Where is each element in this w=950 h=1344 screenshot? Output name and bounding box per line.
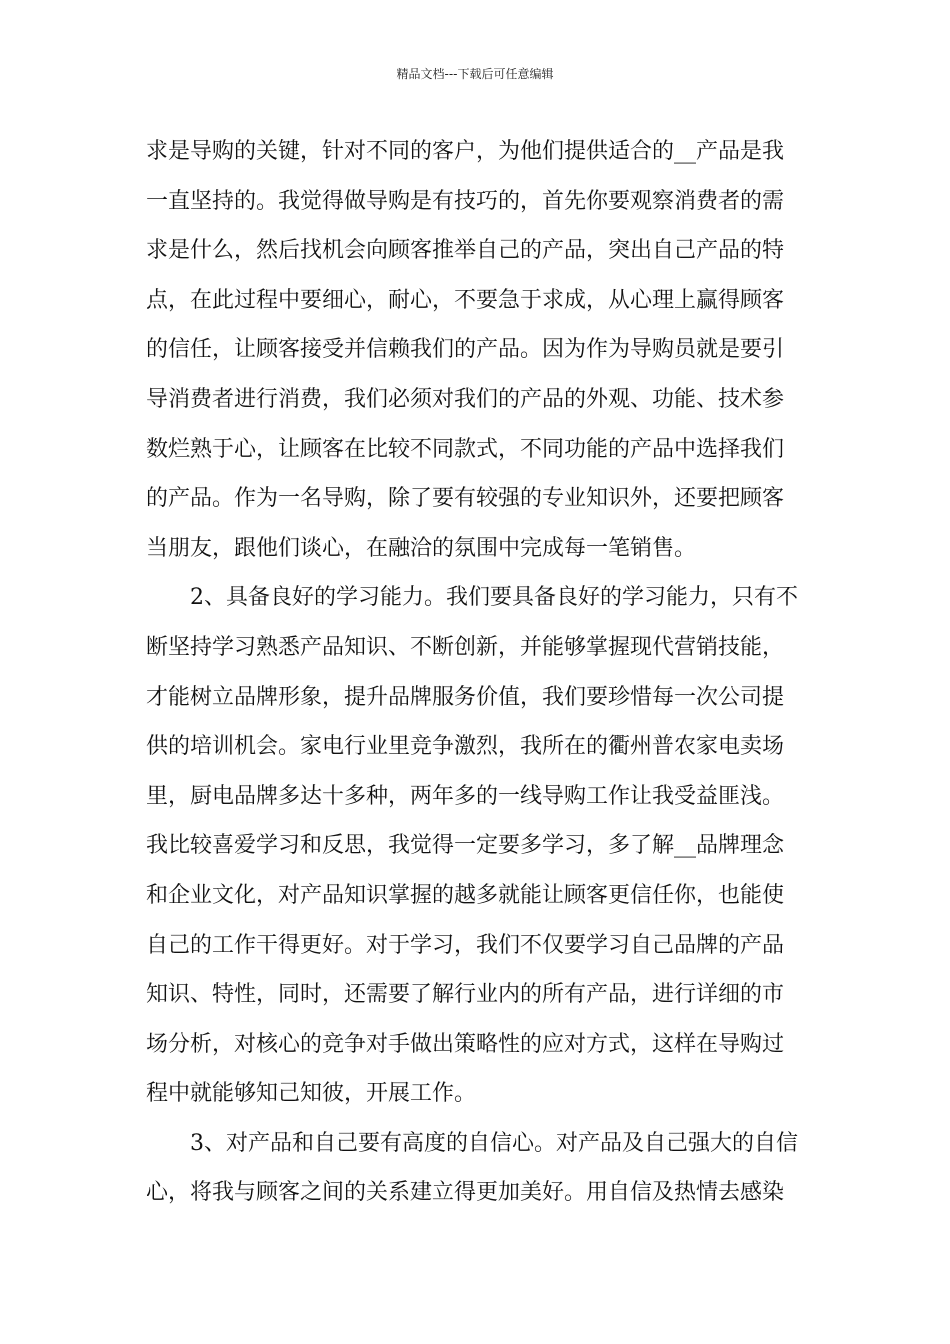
page-header: 精品文档---下载后可任意编辑	[396, 67, 554, 81]
body-text	[146, 134, 816, 1225]
text-line: 程中就能够知己知彼，开展工作。	[146, 1081, 477, 1107]
text-line: 点，在此过程中要细心，耐心，不要急于求成，从心理上赢得顾客	[146, 287, 785, 313]
text-line: 我比较喜爱学习和反思，我觉得一定要多学习，多了解__品牌理念	[146, 833, 785, 859]
text-line: 数烂熟于心，让顾客在比较不同款式，不同功能的产品中选择我们	[146, 436, 785, 462]
text-line: 求是什么，然后找机会向顾客推举自己的产品，突出自己产品的特	[146, 238, 785, 264]
text-line: 的产品。作为一名导购，除了要有较强的专业知识外，还要把顾客	[146, 486, 785, 512]
text-line: 才能树立品牌形象，提升品牌服务价值，我们要珍惜每一次公司提	[146, 684, 785, 710]
text-line: 供的培训机会。家电行业里竞争激烈，我所在的衢州普农家电卖场	[146, 734, 785, 760]
text-line: 的信任，让顾客接受并信赖我们的产品。因为作为导购员就是要引	[146, 337, 785, 363]
text-line: 当朋友，跟他们谈心，在融洽的氛围中完成每一笔销售。	[146, 535, 697, 561]
text-line: 和企业文化，对产品知识掌握的越多就能让顾客更信任你，也能使	[146, 882, 785, 908]
text-line: 自己的工作干得更好。对于学习，我们不仅要学习自己品牌的产品	[146, 932, 785, 958]
text-line: 里，厨电品牌多达十多种，两年多的一线导购工作让我受益匪浅。	[146, 783, 785, 809]
text-line: 3、对产品和自己要有高度的自信心。对产品及自己强大的自信	[146, 1130, 798, 1156]
text-line: 2、具备良好的学习能力。我们要具备良好的学习能力，只有不	[146, 585, 798, 611]
text-line: 心，将我与顾客之间的关系建立得更加美好。用自信及热情去感染	[146, 1180, 785, 1206]
text-line: 知识、特性，同时，还需要了解行业内的所有产品，进行详细的市	[146, 982, 785, 1008]
text-line: 一直坚持的。我觉得做导购是有技巧的，首先你要观察消费者的需	[146, 188, 785, 214]
text-line: 导消费者进行消费，我们必须对我们的产品的外观、功能、技术参	[146, 386, 785, 412]
text-line: 断坚持学习熟悉产品知识、不断创新，并能够掌握现代营销技能，	[146, 634, 785, 660]
text-line: 求是导购的关键，针对不同的客户，为他们提供适合的__产品是我	[146, 139, 785, 164]
text-line: 场分析，对核心的竞争对手做出策略性的应对方式，这样在导购过	[146, 1031, 785, 1057]
